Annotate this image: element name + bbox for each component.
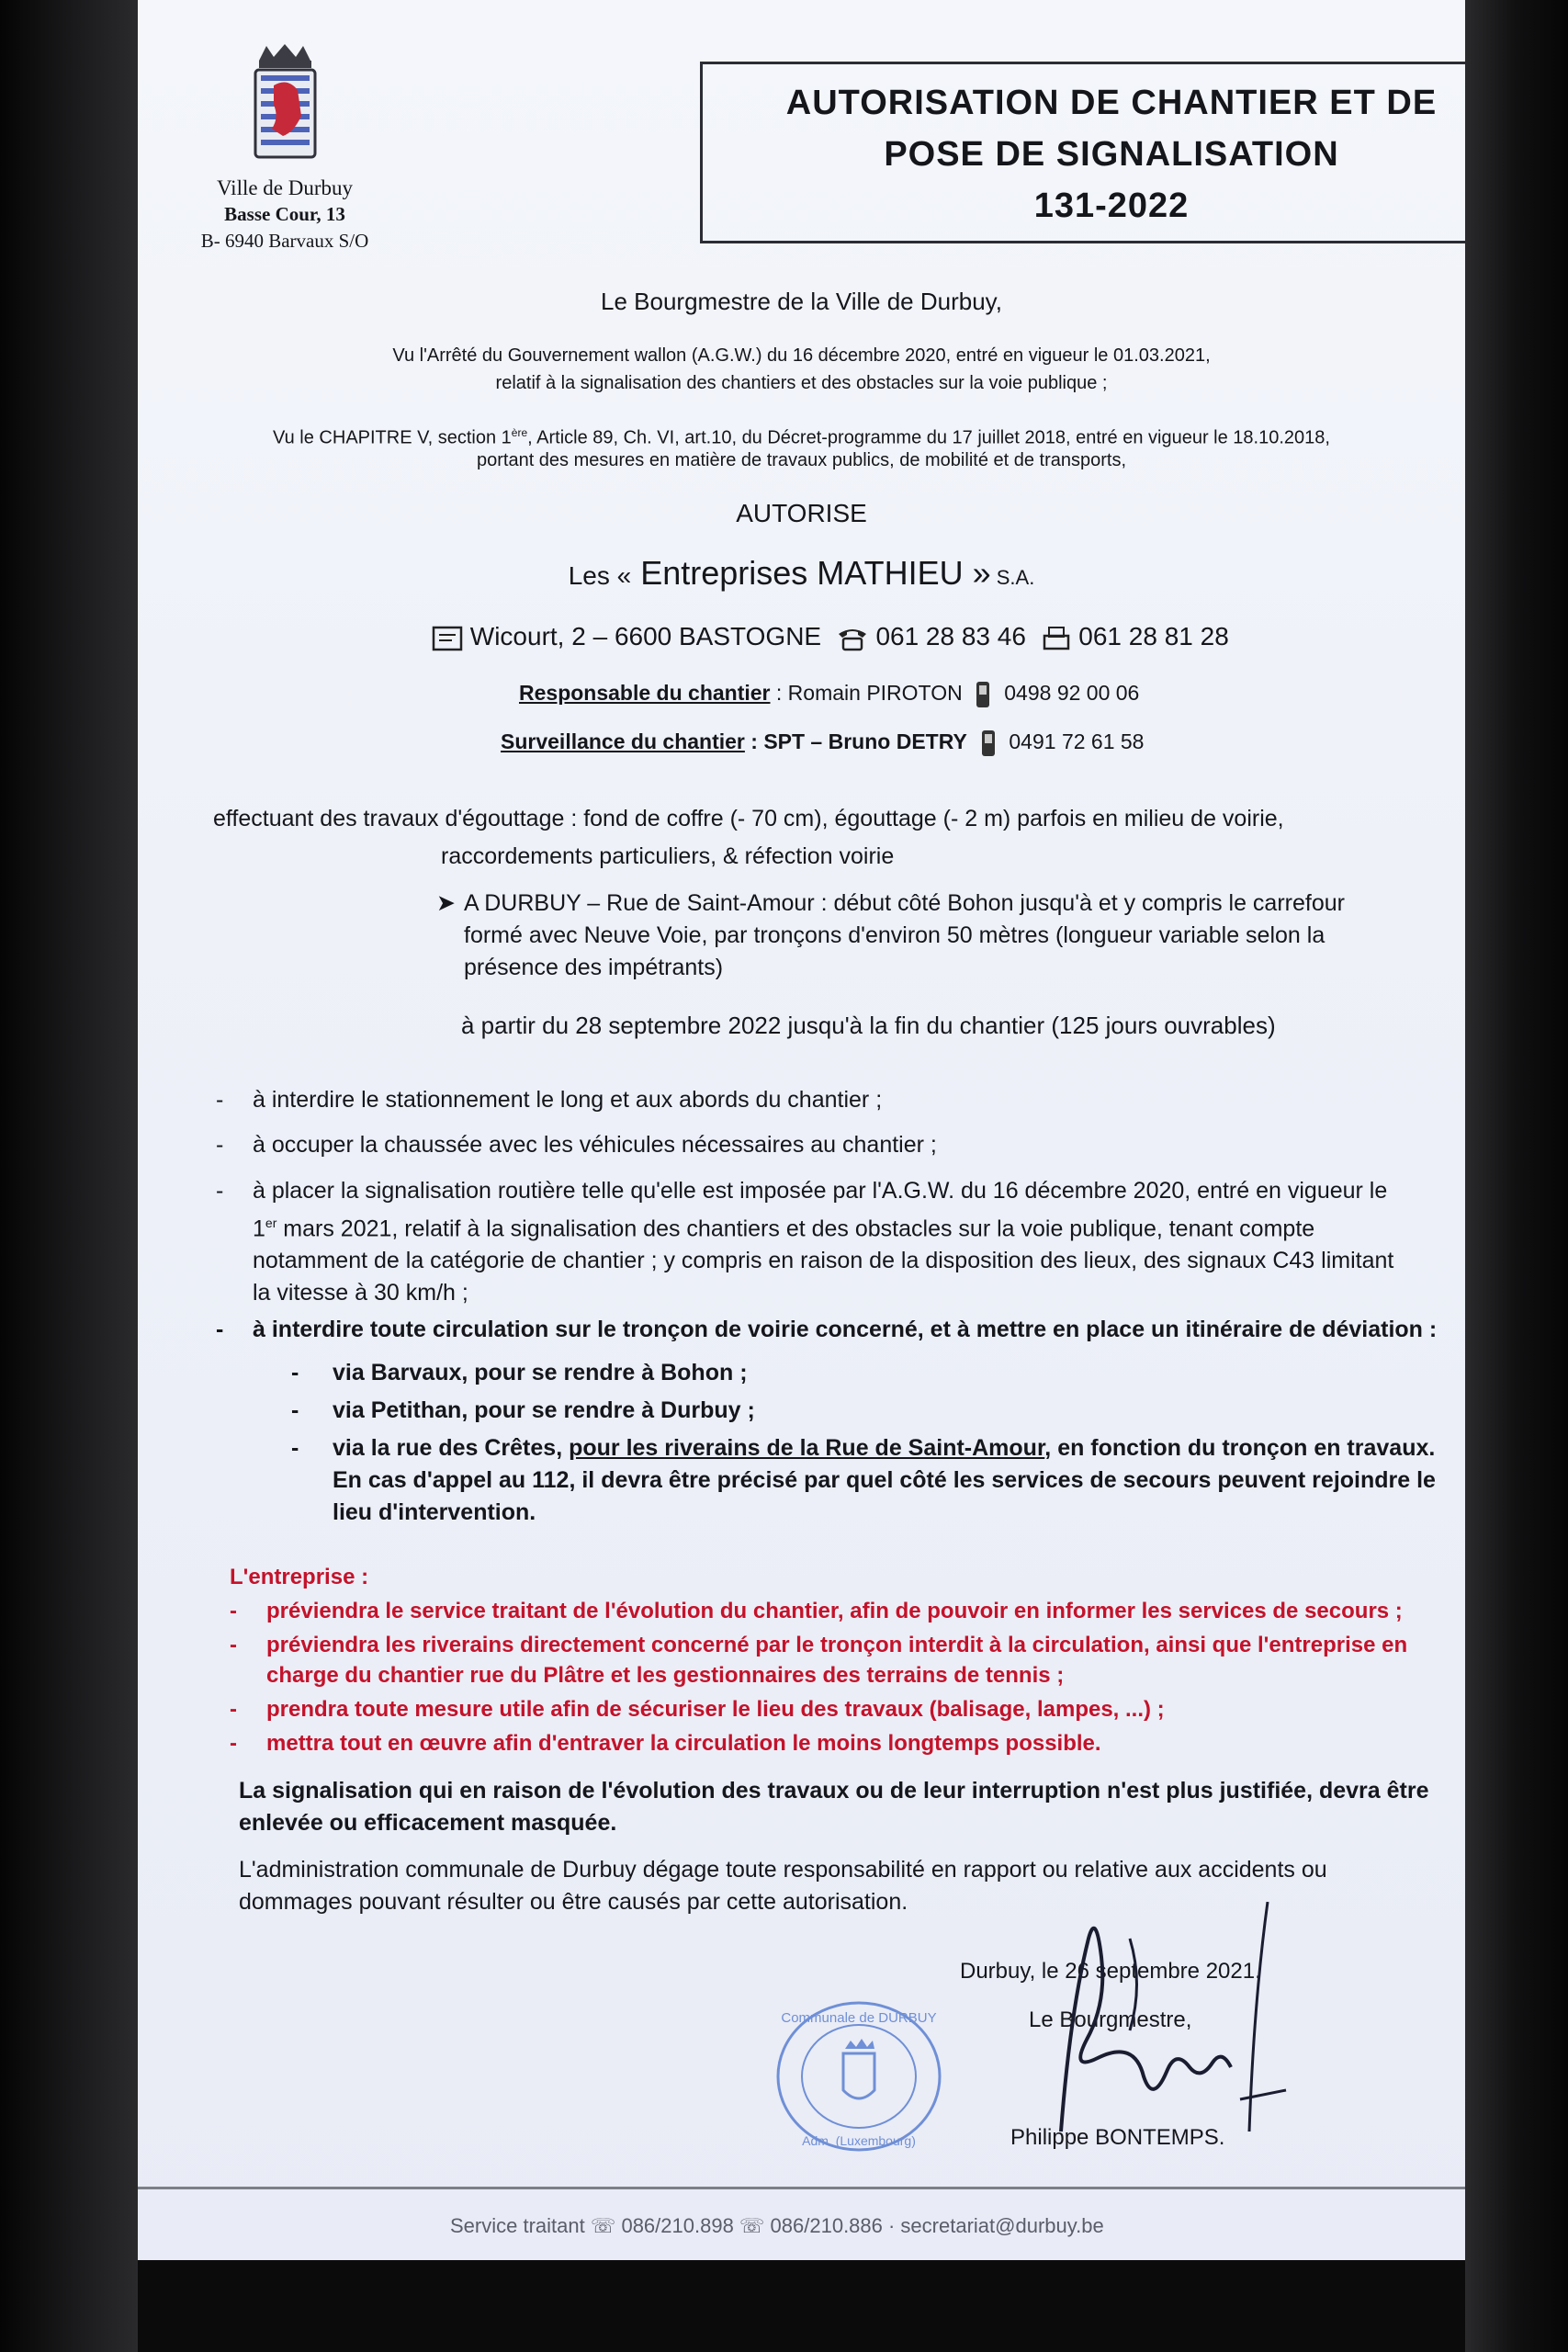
entreprise-text: préviendra les riverains directement concerné par le tronçon interdit à la circulation, ainsi que l'entreprise en (266, 1633, 1408, 1657)
location-line-2: formé avec Neuve Voie, par tronçons d'environ 50 mètres (longueur variable selon la (464, 922, 1325, 948)
entreprise-text: prendra toute mesure utile afin de sécuriser le lieu des travaux (balisage, lampes, ...) ; (266, 1697, 1165, 1722)
dash-bullet: - (230, 1697, 237, 1722)
mobile-phone-icon (974, 680, 992, 709)
period-line: à partir du 28 septembre 2022 jusqu'à la fin du chantier (125 jours ouvrables) (461, 1012, 1276, 1039)
dash-bullet: - (230, 1731, 237, 1756)
entreprise-item (230, 1596, 1451, 1626)
vu-chapitre-text-b: , Article 89, Ch. VI, art.10, du Décret-programme du 17 juillet 2018, entré en vigueur le 18.10.2018, (527, 427, 1330, 448)
address-line-1: Basse Cour, 13 (224, 203, 345, 225)
telephone-icon (836, 625, 869, 652)
dash-bullet: - (230, 1633, 237, 1657)
company-name: Entreprises MATHIEU » (631, 554, 991, 592)
company-contact-line (432, 622, 1350, 652)
company-fax: 061 28 81 28 (1078, 622, 1229, 650)
works-line-1: effectuant des travaux d'égouttage : fond de coffre (- 70 cm), égouttage (- 2 m) parfois en milieu de voirie, (213, 806, 1284, 831)
measure-item (216, 1129, 1438, 1161)
closing-p2-line-1: L'administration communale de Durbuy dégage toute responsabilité en rapport ou relative aux accidents ou (239, 1857, 1327, 1883)
footer-divider (138, 2187, 1465, 2189)
detour-list (291, 1357, 1453, 1529)
location-line-3: présence des impétrants) (464, 955, 724, 980)
town-address-block (175, 175, 395, 254)
entreprise-item (230, 1694, 1451, 1724)
signatory-name: Philippe BONTEMPS. (1010, 2125, 1225, 2150)
measure-text-line (253, 1207, 1438, 1245)
svg-text:Communale de DURBUY: Communale de DURBUY (781, 2010, 937, 2026)
measure-text-line: à placer la signalisation routière telle qu'elle est imposée par l'A.G.W. du 16 décembre 2020, entré en vigueur le (253, 1178, 1388, 1204)
location-line-1: A DURBUY – Rue de Saint-Amour : début côté Bohon jusqu'à et y compris le carrefour (464, 890, 1345, 916)
arrow-bullet-icon: ➤ (436, 890, 456, 916)
entreprise-text: mettra tout en œuvre afin d'entraver la circulation le moins longtemps possible. (266, 1731, 1101, 1756)
entreprise-heading: L'entreprise : (230, 1565, 369, 1589)
bourgmestre-heading: Le Bourgmestre de la Ville de Durbuy, (601, 288, 1002, 315)
closing-p1-line-2: enlevée ou efficacement masquée. (239, 1810, 617, 1836)
emergency-note-line-1: En cas d'appel au 112, il devra être précisé par quel côté les services de secours peuvent rejoindre le (333, 1467, 1436, 1493)
detour-text: via Barvaux, pour se rendre à Bohon ; (333, 1360, 748, 1385)
surveillance-phone: 0491 72 61 58 (1009, 729, 1145, 754)
entreprise-text: préviendra le service traitant de l'évolution du chantier, afin de pouvoir en informer les services de secours ; (266, 1599, 1403, 1623)
company-prefix: Les « (568, 561, 632, 590)
dash-bullet: - (216, 1087, 224, 1113)
responsable-line (519, 680, 1346, 709)
surveillance-name: : SPT – Bruno DETRY (744, 729, 967, 754)
entreprise-item (230, 1630, 1451, 1660)
measure-text: à interdire toute circulation sur le tronçon de voirie concerné, et à mettre en place un itinéraire de déviation : (253, 1317, 1438, 1342)
responsable-phone: 0498 92 00 06 (1004, 681, 1140, 706)
closing-p2-line-2: dommages pouvant résulter ou être causés par cette autorisation. (239, 1889, 908, 1915)
signature-date: Durbuy, le 26 septembre 2021. (960, 1959, 1261, 1984)
entreprise-text-cont: charge du chantier rue du Plâtre et les gestionnaires des terrains de tennis ; (266, 1663, 1065, 1688)
document-page (138, 0, 1465, 2260)
detour-text-underlined: pour les riverains de la Rue de Saint-Amour (569, 1435, 1045, 1461)
measure-text-a: 1 (253, 1216, 265, 1242)
surveillance-label: Surveillance du chantier (501, 729, 745, 754)
entreprise-item (230, 1728, 1451, 1758)
works-line-2: raccordements particuliers, & réfection voirie (441, 843, 895, 869)
address-card-icon (432, 625, 463, 652)
dash-bullet: - (216, 1317, 224, 1342)
closing-p1-line-1: La signalisation qui en raison de l'évolution des travaux ou de leur interruption n'est plus justifiée, devra être (239, 1778, 1429, 1804)
detour-text: via Petithan, pour se rendre à Durbuy ; (333, 1397, 755, 1423)
title-line-2: POSE DE SIGNALISATION (884, 135, 1339, 174)
signature-role: Le Bourgmestre, (1029, 2007, 1192, 2032)
emergency-note-line-2: lieu d'intervention. (333, 1499, 536, 1525)
closing-paragraph-1 (239, 1775, 1433, 1839)
location-block (436, 888, 1438, 984)
detour-text-b: , en fonction du tronçon en travaux. (1044, 1435, 1436, 1461)
measure-text: à occuper la chaussée avec les véhicules nécessaires au chantier ; (253, 1132, 937, 1158)
detour-item (291, 1395, 1453, 1427)
vu-chapitre-sup: ère (511, 426, 528, 439)
company-name-line (138, 554, 1465, 593)
surveillance-line (501, 729, 1327, 758)
dash-bullet: - (230, 1599, 237, 1623)
responsable-name: : Romain PIROTON (770, 681, 963, 706)
photo-background-left (0, 0, 138, 2352)
detour-item (291, 1432, 1453, 1464)
responsable-label: Responsable du chantier (519, 681, 771, 706)
vu-agw-line-2: relatif à la signalisation des chantiers et des obstacles sur la voie publique ; (495, 373, 1108, 393)
vu-chapitre-text-a: Vu le CHAPITRE V, section 1 (273, 427, 512, 448)
measure-sup: er (265, 1216, 277, 1230)
autorise-heading: AUTORISE (736, 499, 867, 527)
document-title-box (700, 62, 1465, 243)
address-line-2: B- 6940 Barvaux S/O (200, 230, 369, 252)
coat-of-arms-icon (246, 44, 324, 168)
entreprise-list (230, 1596, 1451, 1758)
dash-bullet: - (291, 1360, 299, 1385)
town-name: Ville de Durbuy (216, 176, 354, 199)
handwritten-signature (1006, 1902, 1309, 2141)
official-stamp (772, 1998, 946, 2154)
measure-text: à interdire le stationnement le long et aux abords du chantier ; (253, 1087, 883, 1113)
company-phone: 061 28 83 46 (875, 622, 1026, 650)
detour-item (291, 1357, 1453, 1389)
dash-bullet: - (216, 1132, 224, 1158)
company-suffix: S.A. (990, 566, 1035, 589)
measure-text-b: mars 2021, relatif à la signalisation des chantiers et des obstacles sur la voie publique, tenant compte (276, 1216, 1315, 1242)
title-number: 131-2022 (1033, 187, 1190, 225)
detour-text-a: via la rue des Crêtes, (333, 1435, 570, 1461)
vu-agw-line-1: Vu l'Arrêté du Gouvernement wallon (A.G.W.) du 16 décembre 2020, entré en vigueur le 01.03.2021, (392, 345, 1211, 366)
company-address: Wicourt, 2 – 6600 BASTOGNE (469, 622, 822, 650)
measure-item (216, 1314, 1447, 1346)
dash-bullet: - (291, 1397, 299, 1423)
fax-icon (1041, 625, 1072, 652)
dash-bullet: - (291, 1435, 299, 1461)
title-line-1: AUTORISATION DE CHANTIER ET DE (785, 84, 1438, 122)
measure-item (216, 1175, 1438, 1309)
dash-bullet: - (216, 1178, 224, 1204)
measure-item (216, 1084, 1438, 1116)
photo-background-right (1465, 0, 1568, 2352)
svg-text:Adm. (Luxembourg): Adm. (Luxembourg) (802, 2133, 916, 2148)
vu-chapitre-line-2: portant des mesures en matière de travaux publics, de mobilité et de transports, (476, 450, 1127, 470)
footer-contact: Service traitant ☏ 086/210.898 ☏ 086/210.886 · secretariat@durbuy.be (450, 2214, 1104, 2237)
measure-text-line: notamment de la catégorie de chantier ; y compris en raison de la disposition des lieux, des signaux C43 limitant (253, 1248, 1394, 1274)
mobile-phone-icon (979, 729, 998, 758)
measure-text-line: la vitesse à 30 km/h ; (253, 1280, 468, 1306)
